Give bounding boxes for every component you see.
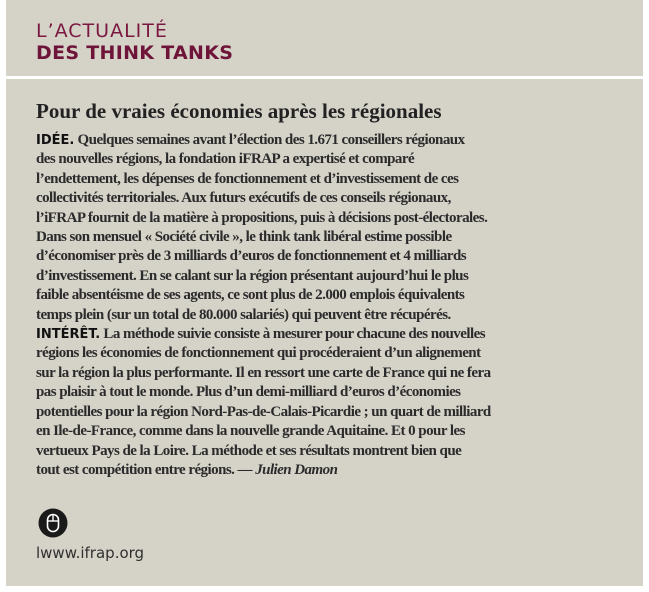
rubric-line-1: L’ACTUALITÉ (36, 20, 168, 42)
article-panel (6, 0, 643, 586)
rubric-line-2: DES THINK TANKS (36, 42, 234, 64)
body-line: d’investissement. En se calant sur la région présentant aujourd’hui le plus (36, 267, 469, 284)
body-line: potentielles pour la région Nord-Pas-de-Calais-Picardie ; un quart de milliard (36, 403, 491, 420)
website-link[interactable]: lwww.ifrap.org (36, 544, 145, 562)
body-line: collectivités territoriales. Aux futurs exécutifs de ces conseils régionaux, (36, 190, 451, 207)
article-body (36, 131, 621, 480)
body-line: faible absentéisme de ses agents, ce sont plus de 2.000 emplois équivalents (36, 287, 465, 304)
body-line-text: tout est compétition entre régions. (36, 461, 238, 478)
body-line: pas plaisir à tout le monde. Plus d’un demi-milliard d’euros d’économies (36, 384, 461, 401)
article-headline: Pour de vraies économies après les régionales (36, 99, 442, 123)
idee-label: IDÉE. (36, 133, 75, 148)
body-line (36, 325, 621, 344)
body-line: l’iFRAP fournit de la matière à propositions, puis à décisions post-électorales. (36, 209, 488, 226)
body-line: d’économiser près de 3 milliards d’euros de fonctionnement et 4 milliards (36, 248, 467, 265)
body-line (36, 461, 621, 480)
body-line: temps plein (sur un total de 80.000 salariés) qui peuvent être récupérés. (36, 306, 451, 323)
interet-label: INTÉRÊT. (36, 327, 101, 343)
body-line: Dans son mensuel « Société civile », le think tank libéral estime possible (36, 229, 452, 246)
body-line (36, 131, 621, 150)
body-line: en Ile-de-France, comme dans la nouvelle grande Aquitaine. Et 0 pour les (36, 423, 465, 440)
body-line-text: La méthode suivie consiste à mesurer pour chacune des nouvelles (100, 326, 485, 343)
body-line: régions les économies de fonctionnement qui procéderaient d’un alignement (36, 345, 481, 362)
mouse-icon (38, 508, 68, 538)
body-line: des nouvelles régions, la fondation iFRAP a expertisé et comparé (36, 151, 415, 168)
divider (6, 76, 643, 79)
signature-dash: — (237, 461, 252, 478)
body-line: sur la région la plus performante. Il en ressort une carte de France qui ne fera (36, 364, 491, 381)
body-line: vertueux Pays de la Loire. La méthode et ses résultats montrent bien que (36, 442, 462, 459)
body-line: l’endettement, les dépenses de fonctionnement et d’investissement de ces (36, 170, 459, 187)
body-line-text: Quelques semaines avant l’élection des 1.671 conseillers régionaux (74, 132, 465, 148)
author-signature: Julien Damon (252, 461, 338, 478)
